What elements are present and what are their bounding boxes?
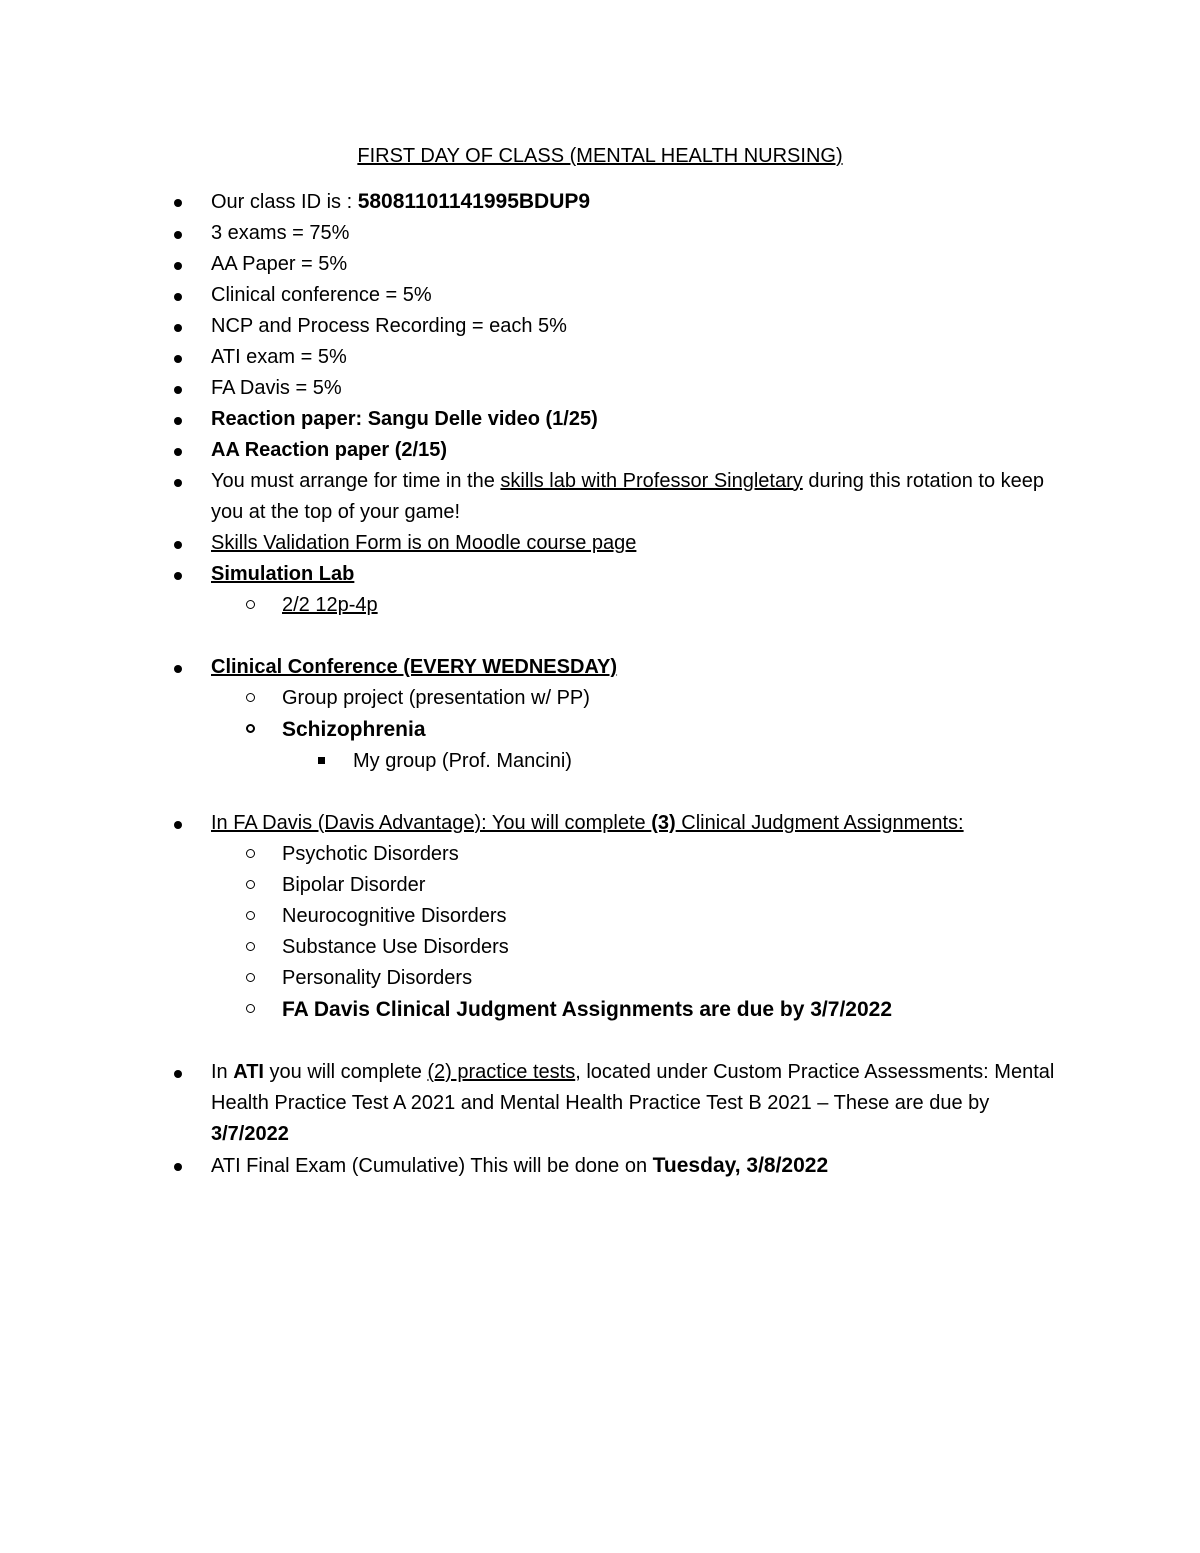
list-item-text: ATI exam = 5% [211, 346, 347, 368]
list-item-clinical-conf-weds [211, 652, 1061, 683]
circle-bullet-icon [246, 911, 255, 920]
simulation-lab-heading: Simulation Lab [211, 563, 355, 585]
list-item-neurocognitive [282, 901, 1062, 932]
list-item-text: Schizophrenia [282, 718, 426, 741]
list-item-aa-reaction [211, 435, 1061, 466]
list-item-simulation-lab [211, 559, 1061, 590]
list-item-aa-paper [211, 249, 1061, 280]
bullet-icon [174, 293, 182, 301]
spacer [0, 621, 1200, 652]
circle-bullet-icon [246, 849, 255, 858]
class-id-label: Our class ID is : [211, 191, 358, 213]
list-item-text: Neurocognitive Disorders [282, 905, 507, 927]
skills-validation-link[interactable]: Skills Validation Form is on Moodle course page [211, 532, 637, 554]
spacer [0, 1026, 1200, 1057]
list-item-text: In [211, 1061, 234, 1083]
bullet-icon [174, 541, 182, 549]
bullet-icon [174, 448, 182, 456]
bullet-icon [174, 386, 182, 394]
list-item-psychotic [282, 839, 1062, 870]
list-item-text: during this rotation to keep you at the top of your game! [211, 470, 1045, 523]
list-item-text: In FA Davis (Davis Advantage): You will complete [211, 812, 652, 834]
spacer [0, 777, 1200, 808]
bullet-icon [174, 262, 182, 270]
circle-bullet-icon [246, 973, 255, 982]
list-item-text: you will complete [263, 1061, 428, 1083]
list-item-exams [211, 218, 1061, 249]
circle-bullet-icon [246, 1004, 255, 1013]
bullet-icon [174, 479, 182, 487]
list-item-text: (3) [651, 812, 676, 834]
list-item-text: Clinical conference = 5% [211, 284, 432, 306]
circle-bullet-icon [246, 880, 255, 889]
list-item-fa-davis [211, 373, 1061, 404]
circle-bullet-icon [246, 600, 255, 609]
class-id-value: 58081101141995BDUP9 [357, 190, 591, 213]
list-item-text: Reaction paper: Sangu Delle video (1/25) [211, 408, 598, 430]
bullet-icon [174, 417, 182, 425]
list-item-text: Personality Disorders [282, 967, 473, 989]
list-item-skills-validation [211, 528, 1061, 559]
list-item-text: Substance Use Disorders [282, 936, 509, 958]
list-item-text: FA Davis Clinical Judgment Assignments are due by 3/7/2022 [282, 998, 892, 1021]
skills-lab-link[interactable]: skills lab with Professor Singletary [500, 470, 803, 492]
list-item-my-group [353, 746, 1053, 777]
list-item-ncp [211, 311, 1061, 342]
list-item-text: You must arrange for time in the [211, 470, 501, 492]
list-item-bipolar [282, 870, 1062, 901]
circle-bullet-icon [246, 693, 255, 702]
list-item-fa-due [282, 994, 1062, 1026]
list-item-text: ATI Final Exam (Cumulative) This will be done on [211, 1155, 653, 1177]
notes-list [0, 186, 1200, 1182]
clinical-conference-heading: Clinical Conference (EVERY WEDNESDAY) [211, 656, 618, 678]
list-item-text: AA Reaction paper (2/15) [211, 439, 447, 461]
bullet-icon [174, 231, 182, 239]
list-item-text: FA Davis = 5% [211, 377, 342, 399]
list-item-text: Clinical Judgment Assignments: [675, 812, 964, 834]
list-item-skills-lab [211, 466, 1061, 528]
list-item-fa-davis-assignments [211, 808, 1061, 839]
list-item-substance [282, 932, 1062, 963]
bullet-icon [174, 1163, 182, 1171]
list-item-text: Tuesday, 3/8/2022 [652, 1154, 829, 1177]
bullet-icon [174, 572, 182, 580]
list-item-simulation-time [282, 590, 1062, 621]
bullet-icon [174, 1070, 182, 1078]
list-item-text: Group project (presentation w/ PP) [282, 687, 590, 709]
list-item-group-project [282, 683, 1062, 714]
list-item-reaction-paper [211, 404, 1061, 435]
list-item-ati-final [211, 1150, 1061, 1182]
list-item-text: , located under Custom Practice Assessments: Mental Health Practice Test A 2021 and Mental Health Practice Test B 2021 – These are due by [211, 1061, 1055, 1114]
list-item-text: Psychotic Disorders [282, 843, 459, 865]
bullet-icon [174, 355, 182, 363]
list-item-text: ATI [233, 1061, 264, 1083]
list-item-ati-exam [211, 342, 1061, 373]
page-title: FIRST DAY OF CLASS (MENTAL HEALTH NURSING) [357, 145, 843, 167]
bullet-icon [174, 665, 182, 673]
list-item-schizophrenia [282, 714, 1062, 746]
bullet-icon [174, 324, 182, 332]
list-item-text: AA Paper = 5% [211, 253, 348, 275]
circle-bullet-icon [246, 724, 255, 733]
list-item-clinical-conference [211, 280, 1061, 311]
list-item-text: NCP and Process Recording = each 5% [211, 315, 567, 337]
bullet-icon [174, 821, 182, 829]
bullet-icon [174, 199, 182, 207]
circle-bullet-icon [246, 942, 255, 951]
list-item-ati-practice [211, 1057, 1061, 1150]
list-item-text: 3/7/2022 [211, 1123, 289, 1145]
list-item-text: My group (Prof. Mancini) [353, 750, 572, 772]
list-item-personality [282, 963, 1062, 994]
list-item-text: 3 exams = 75% [211, 222, 350, 244]
list-item-class-id [211, 186, 1061, 218]
square-bullet-icon [318, 757, 325, 764]
list-item-text: (2) practice tests [427, 1061, 576, 1083]
list-item-text: Bipolar Disorder [282, 874, 426, 896]
list-item-text: 2/2 12p-4p [282, 594, 378, 616]
